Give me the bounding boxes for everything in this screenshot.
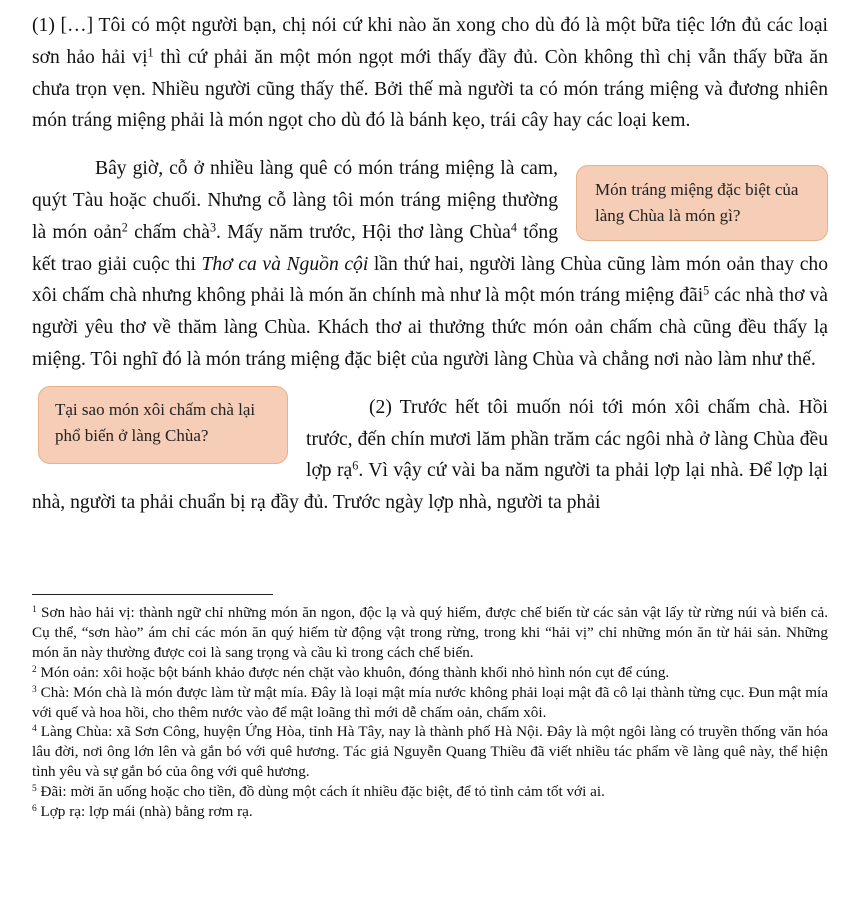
footnote-ref-6[interactable]: 6 [352, 458, 359, 473]
footnote-ref-4[interactable]: 4 [510, 220, 517, 235]
footnote-3: $^3$ Chà: Món chà là món được làm từ mật mía. Đây là loại mật mía nước không phải loại mật đã cô lại thành từng cục. Đun mật mía với quế và hoa hồi, cho thêm nước vào để mật loãng thì mới dễ chấm oản, chấm xôi. [32, 683, 828, 721]
footnote-ref-1[interactable]: 1 [147, 45, 154, 60]
paragraph-3: (2) Trước hết tôi muốn nói tới món xôi chấm chà. Hồi trước, đến chín mươi lăm phần trăm các ngôi nhà ở làng Chùa đều lợp rạ$^6$. Vì vậy cứ vài ba năm người ta phải lợp lại nhà. Để lợp lại nhà, người ta phải chuẩn bị rạ đầy đủ. Trước ngày lợp nhà, người ta phải [32, 396, 828, 514]
poetry-contest-title: Thơ ca và Nguồn cội [201, 253, 369, 275]
callout-question-2: Tại sao món xôi chấm chà lại phổ biến ở làng Chùa? [38, 386, 288, 464]
paragraph-2: Bây giờ, cỗ ở nhiều làng quê có món tráng miệng là cam, quýt Tàu hoặc chuối. Nhưng cỗ làng tôi món tráng miệng thường là món oản$^2$ chấm chà$^3$. Mấy năm trước, Hội thơ làng Chùa$^4$ tổng kết trao giải cuộc thi Thơ ca và Nguồn cội lần thứ hai, người làng Chùa cũng làm món oản thay cho xôi chấm chà nhưng không phải là món ăn chính mà như là một món tráng miệng đãi$^5$ các nhà thơ và người yêu thơ về thăm làng Chùa. Khách thơ ai thưởng thức món oản chấm chà cũng đều thấy lạ miệng. Tôi nghĩ đó là món tráng miệng đặc biệt của người làng Chùa và chẳng nơi nào làm như thế. [32, 158, 828, 370]
footnote-ref-5[interactable]: 5 [703, 283, 710, 298]
footnote-4: $^4$ Làng Chùa: xã Sơn Công, huyện Ứng Hòa, tỉnh Hà Tây, nay là thành phố Hà Nội. Đây là một ngôi làng có truyền thống văn hóa lâu đời, nơi ông lớn lên và gắn bó với quê hương. Tác giả Nguyễn Quang Thiều đã viết nhiều tác phẩm về làng quê này, thể hiện tình yêu và sự gắn bó của ông với quê hương. [32, 723, 828, 781]
footnote-2: $^2$ Món oản: xôi hoặc bột bánh khảo được nén chặt vào khuôn, đóng thành khối nhỏ hình nón cụt để cúng. [32, 663, 670, 681]
footnote-1: $^1$ Sơn hào hải vị: thành ngữ chỉ những món ăn ngon, độc lạ và quý hiếm, được chế biến từ các sản vật lấy từ rừng núi và biển cả. Cụ thể, “sơn hào” ám chỉ các món ăn quý hiếm từ động vật trong rừng, trong khi “hải vị” chỉ những món ăn từ hải sản. Những món ăn này thường được coi là sang trọng và cầu kì trong cách chế biến. [32, 604, 828, 661]
paragraph-1: (1) […] Tôi có một người bạn, chị nói cứ khi nào ăn xong cho dù đó là một bữa tiệc lớn đủ các loại sơn hảo hải vị$^1$ thì cứ phải ăn một món ngọt mới thấy đầy đủ. Còn không thì chị vẫn thấy bữa ăn chưa trọn vẹn. Nhiều người cũng thấy thế. Bởi thế mà người ta có món tráng miệng và đương nhiên món tráng miệng phải là món ngọt cho dù đó là bánh kẹo, trái cây hay các loại kem. [32, 15, 828, 132]
footnote-separator [32, 594, 273, 595]
footnote-ref-2[interactable]: 2 [121, 220, 128, 235]
footnote-ref-3[interactable]: 3 [209, 220, 217, 235]
footnotes [32, 603, 828, 822]
footnote-6: $^6$ Lợp rạ: lợp mái (nhà) bằng rơm rạ. [32, 803, 253, 821]
footnote-5: $^5$ Đãi: mời ăn uống hoặc cho tiền, đồ dùng một cách ít nhiều đặc biệt, để tỏ tình cảm tốt với ai. [32, 783, 605, 801]
callout-question-1: Món tráng miệng đặc biệt của làng Chùa là món gì? [576, 165, 828, 241]
main-text [32, 10, 828, 519]
